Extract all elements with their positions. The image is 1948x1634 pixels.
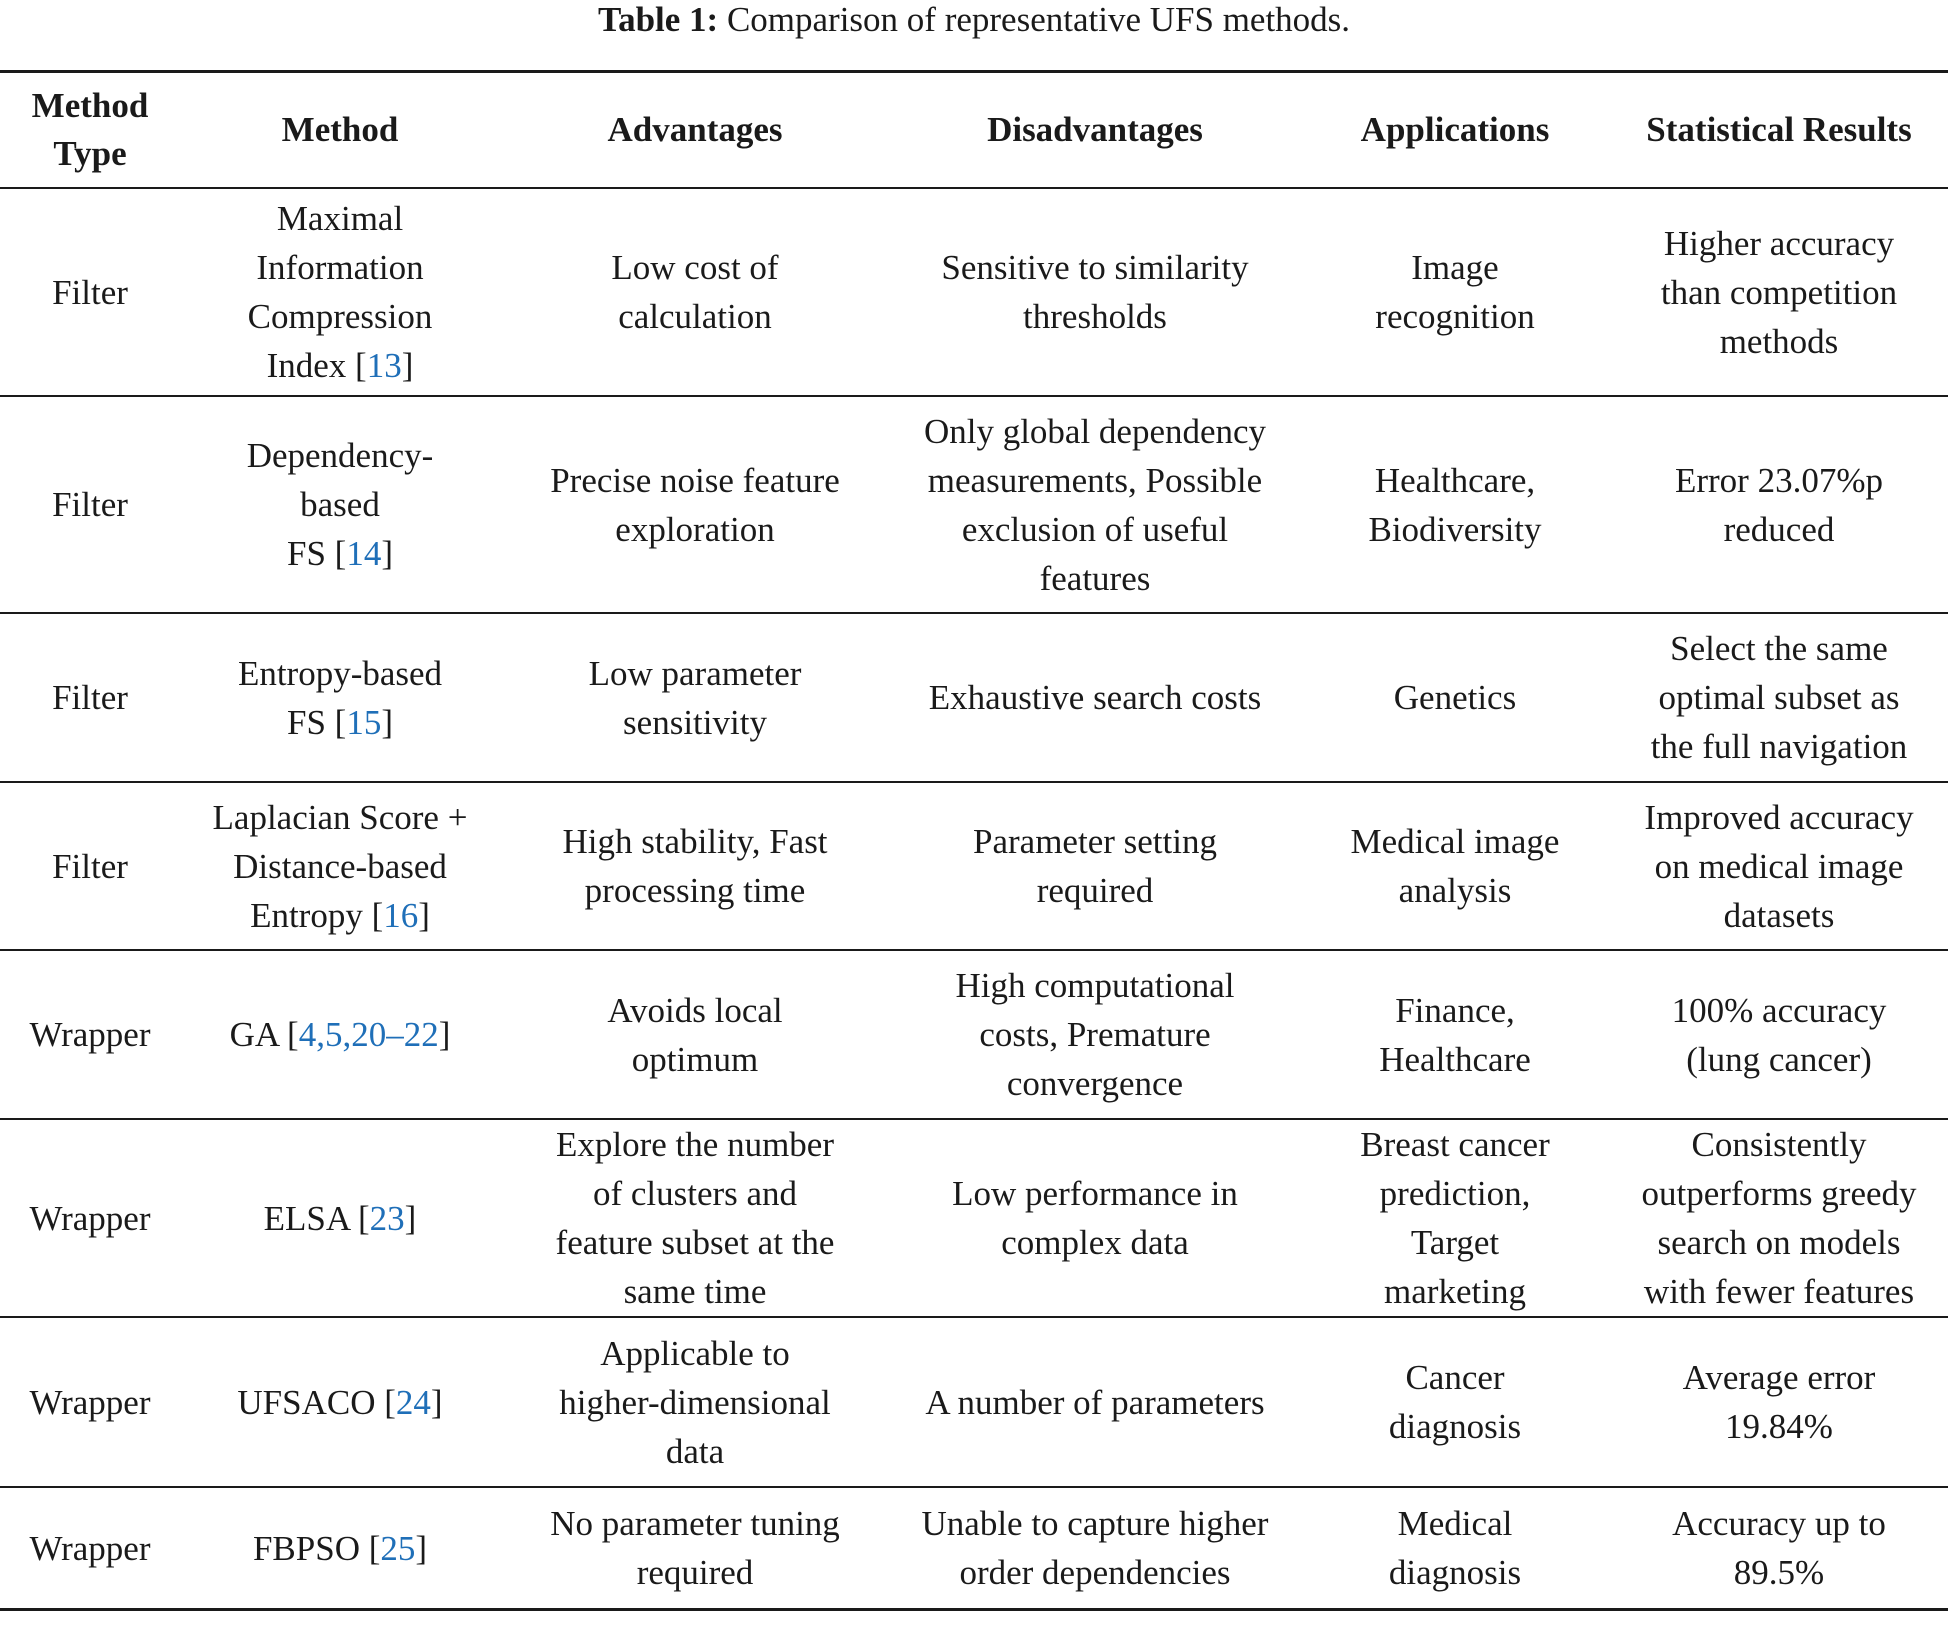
table-caption (0, 0, 1948, 40)
table-row (0, 1317, 1948, 1487)
cell-advantages: Precise noise feature exploration (500, 396, 890, 613)
citation-link[interactable]: 23 (369, 1198, 405, 1238)
cell-disadvantages: Low performance in complex data (890, 1119, 1300, 1317)
caption-text: Comparison of representative UFS methods. (718, 0, 1351, 39)
cell-type: Wrapper (0, 1487, 180, 1610)
cell-type: Filter (0, 188, 180, 396)
cell-disadvantages: Exhaustive search costs (890, 613, 1300, 782)
cell-advantages: High stability, Fast processing time (500, 782, 890, 950)
cell-results: Higher accuracy than competition methods (1610, 188, 1948, 396)
cell-results: Consistently outperforms greedy search on models with fewer features (1610, 1119, 1948, 1317)
cell-advantages: Low parameter sensitivity (500, 613, 890, 782)
cell-disadvantages: Unable to capture higher order dependencies (890, 1487, 1300, 1610)
cell-results: Improved accuracy on medical image datasets (1610, 782, 1948, 950)
citation-link[interactable]: 25 (380, 1528, 416, 1568)
cell-type: Wrapper (0, 950, 180, 1119)
citation-link[interactable]: 14 (346, 534, 382, 573)
citation-link[interactable]: 13 (366, 346, 402, 385)
header-method: Method (180, 72, 500, 189)
cell-disadvantages: Sensitive to similarity thresholds (890, 188, 1300, 396)
table-row (0, 396, 1948, 613)
cell-method: UFSACO [24] (180, 1317, 500, 1487)
comparison-table (0, 70, 1948, 1611)
cell-applications: Genetics (1300, 613, 1610, 782)
cell-type: Filter (0, 396, 180, 613)
cell-applications: Finance, Healthcare (1300, 950, 1610, 1119)
cell-applications: Healthcare, Biodiversity (1300, 396, 1610, 613)
citation-link[interactable]: 15 (346, 702, 382, 742)
header-statistical-results: Statistical Results (1610, 72, 1948, 189)
table-row (0, 613, 1948, 782)
cell-disadvantages: A number of parameters (890, 1317, 1300, 1487)
cell-type: Wrapper (0, 1317, 180, 1487)
cell-advantages: Avoids local optimum (500, 950, 890, 1119)
cell-results: Accuracy up to 89.5% (1610, 1487, 1948, 1610)
cell-type: Filter (0, 613, 180, 782)
cell-method: Maximal Information Compression Index [13] (180, 188, 500, 396)
cell-advantages: Low cost of calculation (500, 188, 890, 396)
cell-applications: Medical diagnosis (1300, 1487, 1610, 1610)
cell-method: Entropy-based FS [15] (180, 613, 500, 782)
table-row (0, 782, 1948, 950)
cell-method: ELSA [23] (180, 1119, 500, 1317)
cell-applications: Cancer diagnosis (1300, 1317, 1610, 1487)
cell-results: Select the same optimal subset as the full navigation (1610, 613, 1948, 782)
caption-label: Table 1: (597, 0, 719, 39)
cell-advantages: Explore the number of clusters and feature subset at the same time (500, 1119, 890, 1317)
citation-link[interactable]: 24 (395, 1382, 431, 1422)
table-row (0, 1487, 1948, 1610)
cell-disadvantages: Parameter setting required (890, 782, 1300, 950)
cell-applications: Medical image analysis (1300, 782, 1610, 950)
cell-advantages: No parameter tuning required (500, 1487, 890, 1610)
cell-disadvantages: Only global dependency measurements, Possible exclusion of useful features (890, 396, 1300, 613)
cell-applications: Breast cancer prediction, Target marketing (1300, 1119, 1610, 1317)
cell-method: GA [4,5,20–22] (180, 950, 500, 1119)
header-row (0, 72, 1948, 189)
header-method-type: Method Type (0, 72, 180, 189)
cell-disadvantages: High computational costs, Premature convergence (890, 950, 1300, 1119)
table-row (0, 1119, 1948, 1317)
cell-results: Average error 19.84% (1610, 1317, 1948, 1487)
header-applications: Applications (1300, 72, 1610, 189)
cell-type: Wrapper (0, 1119, 180, 1317)
cell-method: FBPSO [25] (180, 1487, 500, 1610)
cell-advantages: Applicable to higher-dimensional data (500, 1317, 890, 1487)
citation-link[interactable]: 16 (383, 895, 419, 935)
cell-method: Dependency- based FS [14] (180, 396, 500, 613)
cell-results: 100% accuracy (lung cancer) (1610, 950, 1948, 1119)
cell-results: Error 23.07%p reduced (1610, 396, 1948, 613)
citation-link[interactable]: 4,5,20–22 (298, 1015, 439, 1054)
header-advantages: Advantages (500, 72, 890, 189)
table-row (0, 188, 1948, 396)
cell-method: Laplacian Score + Distance-based Entropy [16] (180, 782, 500, 950)
cell-type: Filter (0, 782, 180, 950)
cell-applications: Image recognition (1300, 188, 1610, 396)
table-row (0, 950, 1948, 1119)
header-disadvantages: Disadvantages (890, 72, 1300, 189)
